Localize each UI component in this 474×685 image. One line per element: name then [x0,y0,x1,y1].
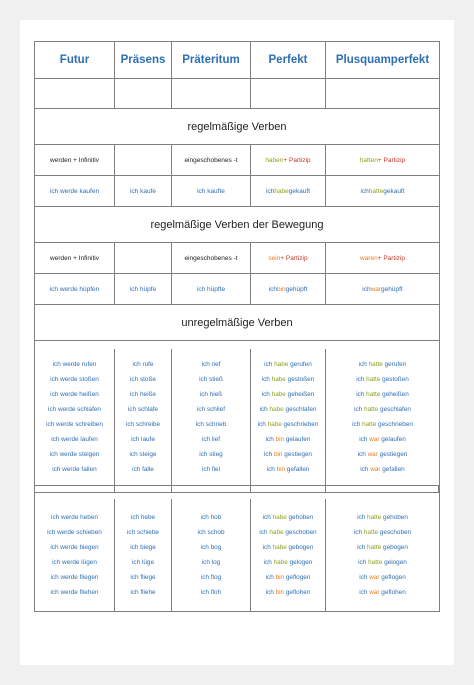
list-item: ich werde stoßen [50,376,99,383]
pronoun: ich [352,421,363,428]
col-futur [35,349,115,485]
participle: gelogen [382,559,407,566]
col-plusq [326,499,439,611]
list-item: ich hebe [130,514,156,521]
spacer-cell [35,486,115,492]
col-plusq [326,349,439,485]
col-praesens [115,349,172,485]
participle: geflohen [379,589,406,596]
rule-plusq [326,145,439,175]
rule-perfekt [251,145,326,175]
pronoun: ich [357,544,368,551]
irregular-block-1 [35,341,439,486]
list-plusq [352,357,413,477]
participle: gelaufen [284,436,311,443]
pronoun: ich [259,529,270,536]
list-item [262,387,315,402]
pronoun: ich [265,574,276,581]
pronoun: ich [359,589,370,596]
pronoun: ich [356,391,367,398]
list-futur [47,510,102,600]
rule-futur: werden + Infinitiv [35,145,115,175]
list-item: ich werde heben [51,514,98,521]
list-item: ich steige [129,451,157,458]
col-futur [35,499,115,611]
pronoun: ich [356,376,367,383]
auxiliary-verb: bin [275,436,285,443]
participle: gerufen [288,361,312,368]
rule-row-regular [35,145,439,176]
list-item [354,402,411,417]
list-item [358,555,407,570]
pronoun: ich [268,285,277,293]
list-item [354,525,411,540]
auxiliary-verb: habe [271,391,286,398]
participle: geschrieben [376,421,413,428]
header-futur: Futur [35,42,115,78]
list-item: ich rufe [132,361,154,368]
rule-row-movement [35,243,439,274]
list-item [356,387,409,402]
list-item [359,357,407,372]
example-futur: ich werde kaufen [35,176,115,206]
list-item: ich bog [200,544,222,551]
participle: gerufen [382,361,407,368]
list-item [360,462,404,477]
list-item: ich werde biegen [50,544,99,551]
empty-cell [115,79,172,108]
empty-row [35,79,439,109]
list-item: ich heiße [130,391,156,398]
list-item [357,540,408,555]
list-item [266,585,311,600]
list-item [262,372,315,387]
rule-perfekt [251,243,326,273]
pronoun: ich [358,361,369,368]
empty-cell [172,79,251,108]
list-item [263,540,314,555]
pronoun: ich [266,466,277,473]
list-item [258,417,319,432]
example-row-movement [35,274,439,305]
rule-praesens-empty [115,145,172,175]
rule-praesens-empty [115,243,172,273]
participle: geflogen [284,574,311,581]
list-item: ich schiebe [127,529,159,536]
list-item [264,357,312,372]
list-item [260,402,317,417]
header-row [35,42,439,79]
aux-habe: habe [274,187,289,195]
auxiliary-verb: hatte [367,514,382,521]
participle: geheißen [285,391,315,398]
participle: geschlafen [378,406,411,413]
example-praeteritum: ich kaufte [172,176,251,206]
auxiliary-verb: habe [269,406,284,413]
rule-partizip: + Partizip [283,156,311,164]
block-spacer [35,486,439,493]
list-item: ich schreibe [125,421,161,428]
spacer-cell [251,486,326,492]
list-perfekt [258,357,319,477]
participle: gebogen [381,544,408,551]
list-item: ich falle [132,466,154,473]
pronoun: ich [358,559,369,566]
section-title-regular: regelmäßige Verben [35,109,439,145]
list-item: ich hob [200,514,222,521]
spacer-cell [172,486,251,492]
col-perfekt [251,349,326,485]
pronoun: ich [262,514,273,521]
list-item: ich werde schieben [47,529,102,536]
list-praeteritum [198,510,225,600]
list-item: ich laufe [131,436,155,443]
list-item: ich werde fliehen [50,589,99,596]
header-praesens: Präsens [115,42,172,78]
list-item: ich werde lügen [52,559,97,566]
participle: gebogen [286,544,314,551]
list-item: ich fliege [130,574,156,581]
list-praesens [127,510,159,600]
example-plusq [326,176,439,206]
auxiliary-verb: habe [267,421,282,428]
pronoun: ich [265,436,276,443]
list-item [356,372,409,387]
participle: gehüpft [285,285,308,293]
list-item: ich floh [200,589,222,596]
list-item: ich werde laufen [51,436,98,443]
header-perfekt: Perfekt [251,42,326,78]
participle: gestiegen [282,451,312,458]
list-item [264,555,313,570]
auxiliary-verb: war [369,436,380,443]
auxiliary-verb: habe [272,514,287,521]
aux-waren: waren [360,254,378,262]
spacer-cell [115,486,172,492]
list-item [357,510,408,525]
participle: gefallen [380,466,405,473]
list-item: ich biege [130,544,156,551]
col-praeteritum [172,499,251,611]
list-item [267,462,310,477]
pronoun: ich [265,187,275,195]
participle: gehoben [381,514,408,521]
example-praesens: ich hüpfe [115,274,172,304]
list-item: ich lief [201,436,221,443]
auxiliary-verb: hatte [362,421,377,428]
pronoun: ich [359,574,370,581]
list-item: ich werde fliegen [50,574,99,581]
list-item: ich stieß [199,376,223,383]
col-praesens [115,499,172,611]
auxiliary-verb: habe [269,529,284,536]
auxiliary-verb: war [370,466,381,473]
pronoun: ich [261,376,272,383]
list-futur [46,357,103,477]
participle: geflohen [284,589,311,596]
document-page [20,20,454,665]
list-item [266,432,311,447]
spacer-cell [326,486,439,492]
list-item: ich log [201,559,221,566]
auxiliary-verb: war [369,589,380,596]
rule-praeteritum: eingeschobenes -t [172,145,251,175]
participle: gestoßen [285,376,315,383]
auxiliary-verb: bin [273,451,283,458]
participle: gelogen [287,559,313,566]
list-item: ich werde schlafen [48,406,101,413]
example-perfekt [251,274,326,304]
participle: gekauft [288,187,311,195]
aux-haben: haben [265,156,284,164]
participle: gelaufen [379,436,406,443]
list-item: ich stieg [199,451,223,458]
pronoun: ich [259,406,270,413]
example-praesens: ich kaufe [115,176,172,206]
list-praeteritum [196,357,227,477]
pronoun: ich [264,451,274,458]
example-row-regular [35,176,439,207]
auxiliary-verb: bin [275,574,285,581]
pronoun: ich [264,361,275,368]
list-item: ich werde rufen [52,361,97,368]
auxiliary-verb: habe [273,559,288,566]
example-perfekt [251,176,326,206]
list-item: ich schlief [196,406,226,413]
pronoun: ich [360,466,371,473]
participle: gestiegen [377,451,408,458]
participle: gekauft [383,187,405,195]
pronoun: ich [354,406,365,413]
list-item: ich werde heißen [50,391,99,398]
list-item [359,570,406,585]
pronoun: ich [357,451,368,458]
list-item: ich flog [200,574,222,581]
auxiliary-verb: hatte [364,406,379,413]
list-item: ich schlafe [127,406,159,413]
list-item [352,417,413,432]
empty-cell [251,79,326,108]
list-item: ich werde fallen [52,466,97,473]
list-item: ich werde steigen [49,451,100,458]
section-title-irregular: unregelmäßige Verben [35,305,439,341]
auxiliary-verb: war [369,574,380,581]
aux-hatten: hatten [359,156,378,164]
rule-plusq [326,243,439,273]
list-item: ich fiel [201,466,221,473]
list-item: ich lüge [131,559,154,566]
aux-bin: bin [276,285,286,293]
irregular-block-2 [35,493,439,611]
auxiliary-verb: hatte [368,361,383,368]
pronoun: ich [359,436,370,443]
pronoun: ich [263,559,274,566]
participle: gehoben [286,514,314,521]
pronoun: ich [357,514,368,521]
rule-praeteritum: eingeschobenes -t [172,243,251,273]
example-plusq [326,274,439,304]
conjugation-table [34,41,440,612]
auxiliary-verb: hatte [367,544,382,551]
list-item [259,525,316,540]
participle: geschoben [283,529,317,536]
participle: geheißen [380,391,409,398]
empty-cell [35,79,115,108]
participle: gehüpft [381,285,403,293]
auxiliary-verb: hatte [366,376,381,383]
list-item: ich schrieb [195,421,227,428]
participle: geschrieben [281,421,319,428]
list-item [358,447,408,462]
aux-hatte: hatte [368,187,384,195]
list-item: ich schob [197,529,225,536]
header-plusquamperfekt: Plusquamperfekt [335,54,430,66]
pronoun: ich [360,187,369,195]
list-item: ich werde schreiben [46,421,103,428]
example-futur: ich werde hüpfen [35,274,115,304]
auxiliary-verb: habe [271,376,286,383]
list-item [266,570,311,585]
header-praeteritum: Präteritum [172,42,251,78]
list-item: ich hieß [199,391,223,398]
pronoun: ich [262,544,273,551]
participle: gestoßen [380,376,409,383]
rule-partizip: + Partizip [377,254,405,262]
list-item: ich fliehe [130,589,156,596]
col-perfekt [251,499,326,611]
participle: geschoben [378,529,412,536]
list-item: ich stoße [130,376,156,383]
list-item [263,510,314,525]
example-praeteritum: ich hüpfte [172,274,251,304]
participle: gefallen [285,466,310,473]
aux-war: war [370,285,382,293]
list-item [264,447,312,462]
pronoun: ich [257,421,268,428]
list-item [359,432,406,447]
section-title-movement: regelmäßige Verben der Bewegung [35,207,439,243]
participle: geflogen [379,574,406,581]
list-perfekt [259,510,316,600]
auxiliary-verb: bin [276,466,286,473]
empty-cell [326,79,439,108]
rule-partizip: + Partizip [280,254,308,262]
list-plusq [354,510,411,600]
auxiliary-verb: hatte [368,559,383,566]
participle: geschlafen [283,406,317,413]
rule-futur: werden + Infinitiv [35,243,115,273]
col-praeteritum [172,349,251,485]
rule-partizip: + Partizip [377,156,406,164]
auxiliary-verb: hatte [366,391,381,398]
aux-sein: sein [268,254,281,262]
pronoun: ich [261,391,272,398]
list-item: ich rief [201,361,221,368]
list-praesens [126,357,160,477]
list-item [359,585,406,600]
auxiliary-verb: hatte [363,529,379,536]
pronoun: ich [265,589,276,596]
auxiliary-verb: habe [272,544,287,551]
auxiliary-verb: bin [275,589,285,596]
pronoun: ich [362,285,371,293]
pronoun: ich [353,529,364,536]
auxiliary-verb: habe [274,361,289,368]
auxiliary-verb: war [367,451,378,458]
